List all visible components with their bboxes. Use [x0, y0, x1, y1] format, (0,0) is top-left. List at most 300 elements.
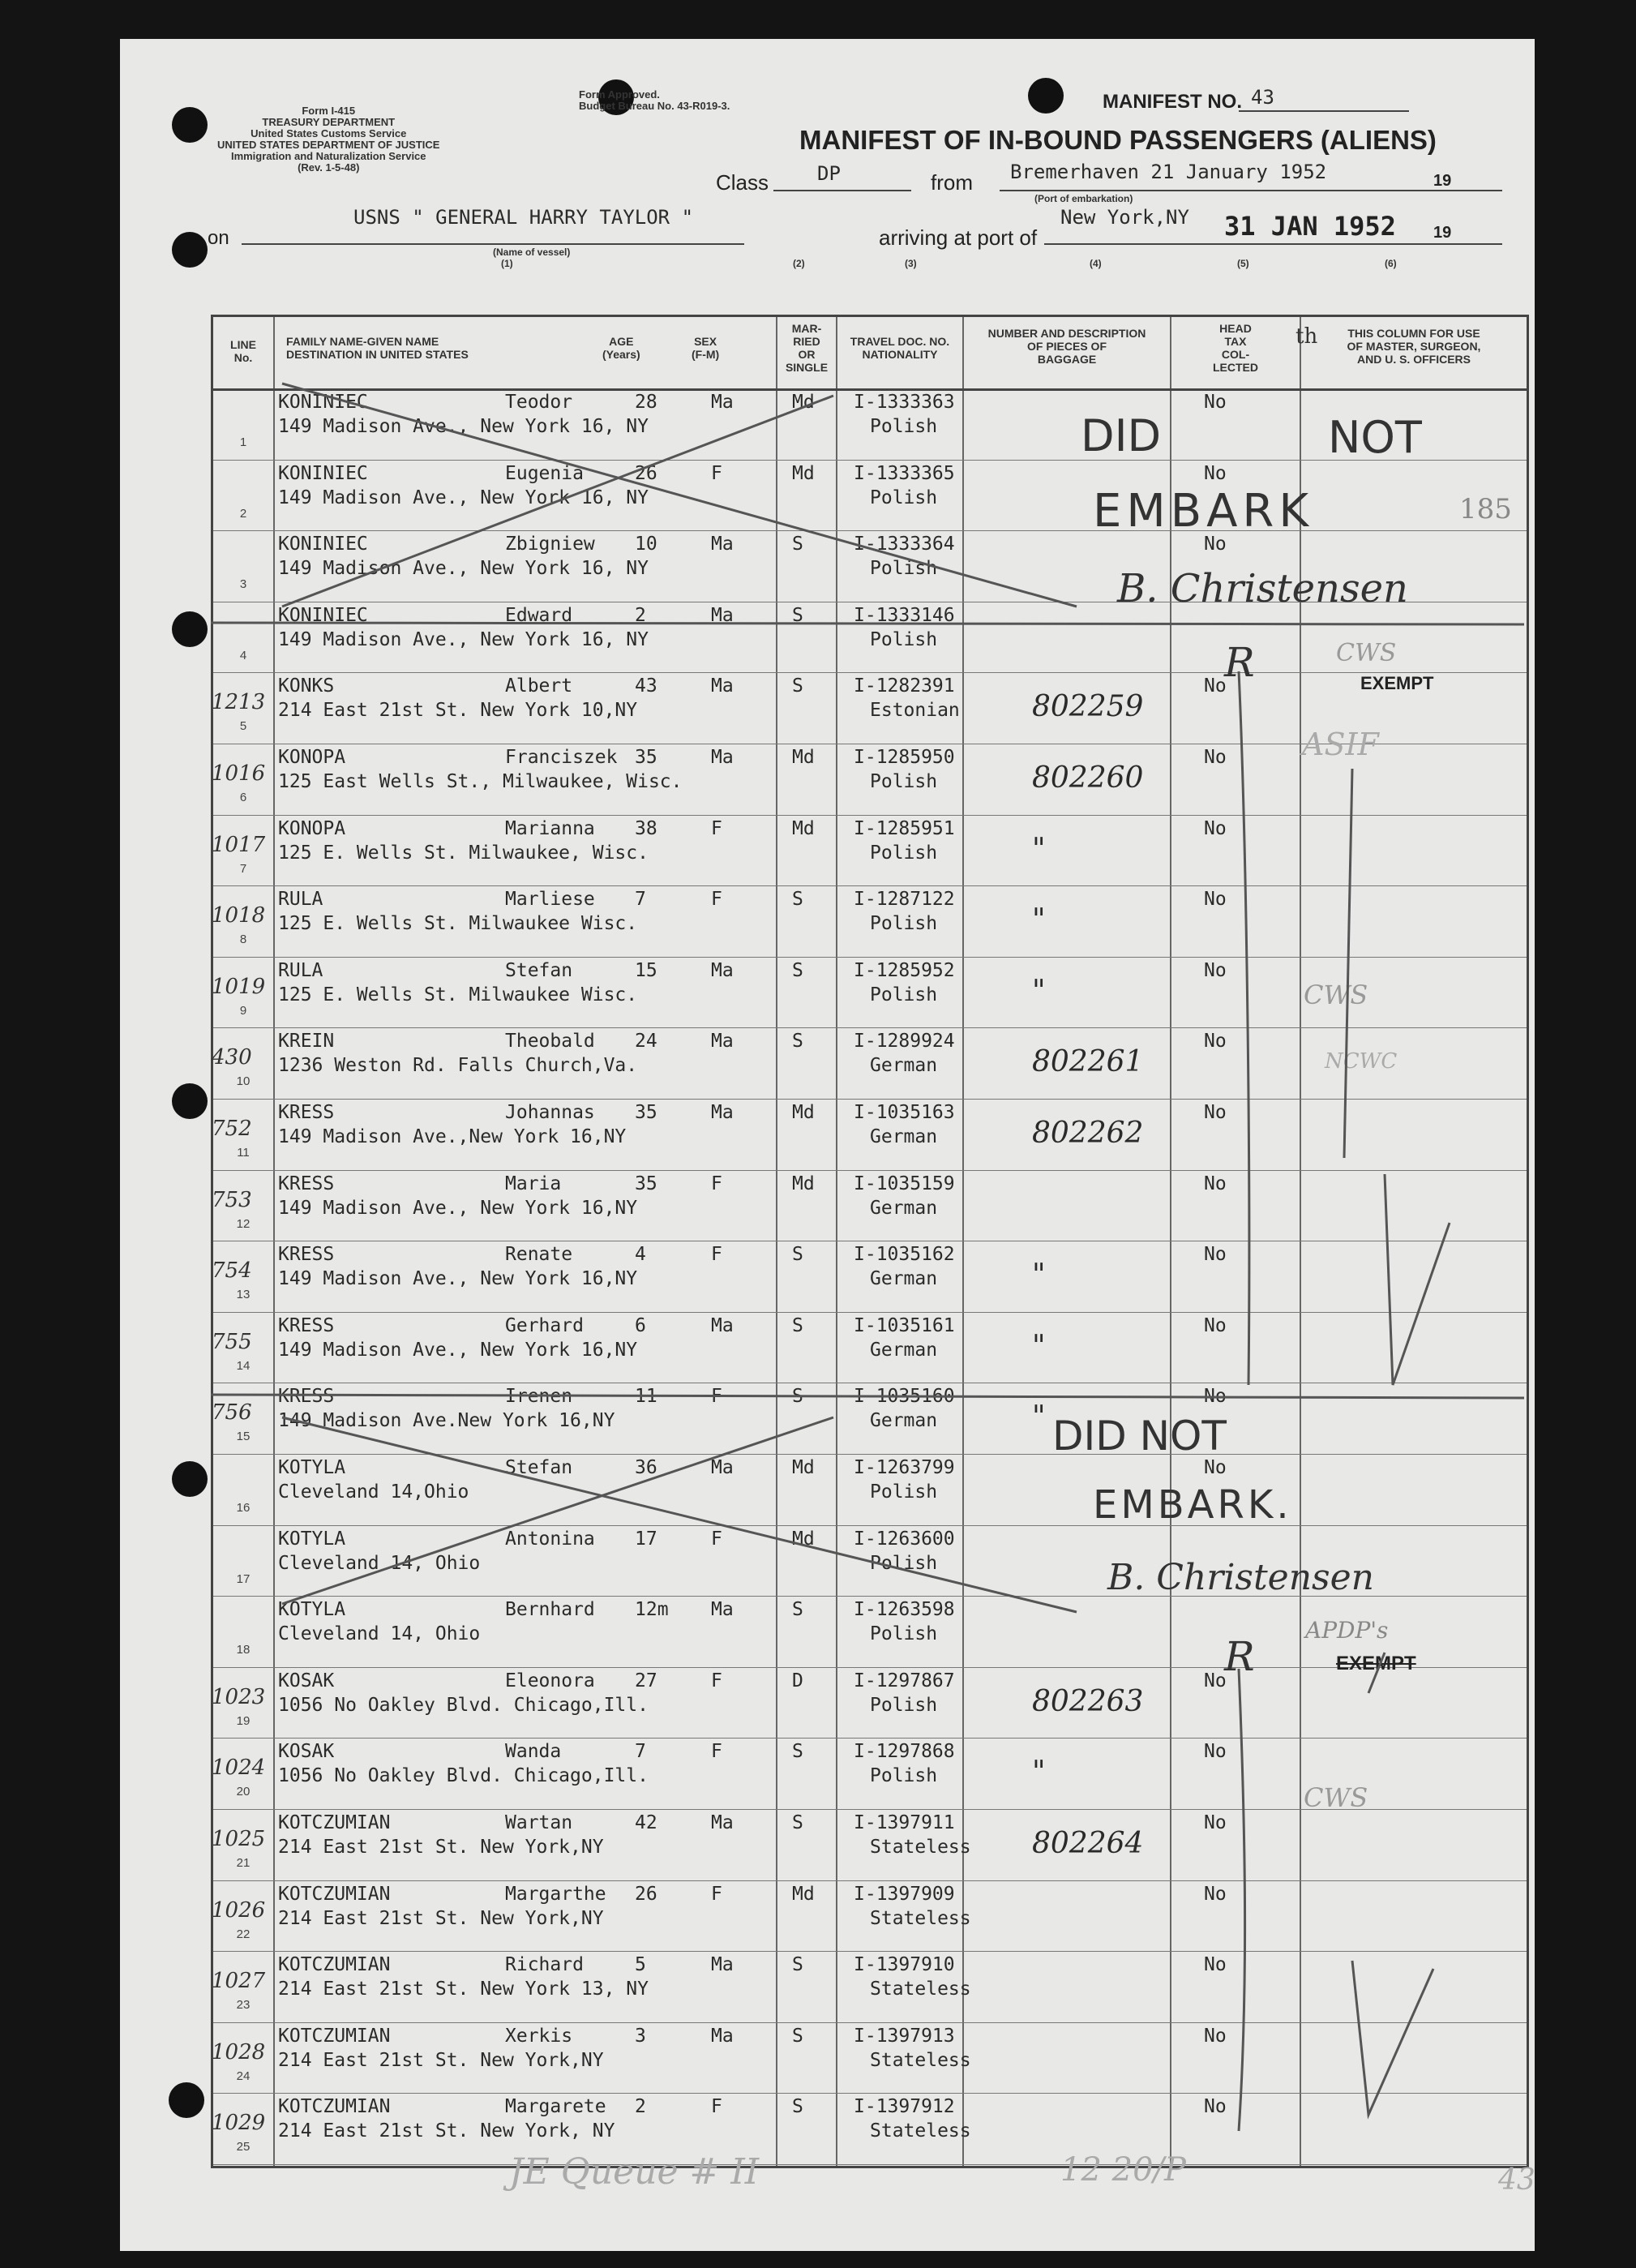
family-name: KONINIEC: [278, 534, 368, 555]
sex: Ma: [711, 1102, 734, 1123]
line-number: 12: [236, 1216, 251, 1231]
nationality: Polish: [870, 1694, 938, 1716]
married-status: S: [792, 889, 803, 911]
destination: 149 Madison Ave., New York 16, NY: [278, 487, 649, 508]
apdp-annotation: APDP's: [1305, 1617, 1389, 1644]
age: 2: [635, 604, 646, 626]
nationality: German: [870, 1410, 938, 1432]
given-name: Bernhard: [505, 1599, 595, 1621]
age: 42: [635, 1812, 657, 1833]
col-number: (2): [793, 258, 805, 269]
line-number: 19: [236, 1713, 251, 1728]
travel-doc-no: I-1397910: [854, 1954, 955, 1976]
family-name: KONINIEC: [278, 604, 368, 626]
sex: Ma: [711, 2025, 734, 2047]
travel-doc-no: I-1282391: [854, 675, 955, 697]
given-name: Theobald: [505, 1031, 595, 1053]
strike-line: [282, 384, 1077, 607]
family-name: RULA: [278, 889, 323, 911]
age: 10: [635, 534, 657, 555]
married-status: S: [792, 604, 803, 626]
destination: 125 E. Wells St. Milwaukee Wisc.: [278, 984, 638, 1005]
head-tax: No: [1204, 1314, 1227, 1336]
sex: F: [711, 2096, 722, 2118]
given-name: Johannas: [505, 1102, 595, 1123]
head-tax: No: [1204, 2025, 1227, 2047]
destination: 1056 No Oakley Blvd. Chicago,Ill.: [278, 1694, 649, 1716]
given-name: Gerhard: [505, 1314, 584, 1336]
line-reference-number: 753: [212, 1187, 252, 1212]
travel-doc-no: I-1035162: [854, 1244, 955, 1266]
given-name: Renate: [505, 1244, 573, 1266]
family-name: KONOPA: [278, 817, 346, 839]
tick-stroke: [1352, 1961, 1433, 2115]
sex: Ma: [711, 1954, 734, 1976]
destination: Cleveland 14, Ohio: [278, 1552, 481, 1574]
cws-annotation: CWS: [1304, 1782, 1368, 1813]
destination: 214 East 21st St. New York,NY: [278, 1837, 604, 1858]
baggage-no: 802259: [1032, 690, 1144, 724]
sex: F: [711, 1173, 722, 1194]
line-number: 14: [236, 1358, 251, 1373]
line-number: 21: [236, 1856, 251, 1870]
col-number: (1): [501, 258, 513, 269]
nationality: Polish: [870, 628, 938, 650]
col-header-name: FAMILY NAME-GIVEN NAME DESTINATION IN UNITED STATES: [286, 335, 469, 361]
strike-line: [282, 1417, 833, 1604]
head-tax: No: [1204, 1244, 1227, 1266]
from-value: Bremerhaven 21 January 1952: [1010, 161, 1327, 183]
nationality: Polish: [870, 1552, 938, 1574]
age: 35: [635, 1173, 657, 1194]
tick-stroke: [1385, 1174, 1450, 1385]
from-label: from: [931, 170, 973, 195]
age: 12m: [635, 1599, 669, 1621]
married-status: S: [792, 1314, 803, 1336]
head-tax: No: [1204, 462, 1227, 484]
line-reference-number: 1029: [212, 2111, 266, 2136]
head-tax: No: [1204, 1102, 1227, 1123]
line-number: 1: [239, 435, 247, 449]
line-reference-number: 1027: [212, 1969, 266, 1994]
given-name: Richard: [505, 1954, 584, 1976]
given-name: Stefan: [505, 1457, 573, 1478]
line-reference-number: 1023: [212, 1684, 266, 1709]
travel-doc-no: I-1263598: [854, 1599, 955, 1621]
travel-doc-no: I-1333365: [854, 462, 955, 484]
vessel-name: USNS " GENERAL HARRY TAYLOR ": [353, 206, 694, 229]
strike-line: [282, 1417, 1077, 1612]
destination: Cleveland 14, Ohio: [278, 1623, 481, 1645]
given-name: Wartan: [505, 1812, 573, 1833]
line-number: 20: [236, 1785, 251, 1799]
age: 26: [635, 1883, 657, 1905]
col-header-headtax: HEAD TAX COL- LECTED: [1213, 322, 1258, 374]
line-reference-number: 754: [212, 1258, 252, 1284]
age: 24: [635, 1031, 657, 1053]
sex: Ma: [711, 1457, 734, 1478]
married-status: S: [792, 1244, 803, 1266]
line-reference-number: 1016: [212, 761, 266, 786]
travel-doc-no: I-1397912: [854, 2096, 955, 2118]
travel-doc-no: I-1397909: [854, 1883, 955, 1905]
given-name: Margarete: [505, 2096, 606, 2118]
family-name: KOSAK: [278, 1741, 335, 1763]
nationality: Polish: [870, 771, 938, 792]
travel-doc-no: I-1285952: [854, 959, 955, 981]
travel-doc-no: I-1035161: [854, 1314, 955, 1336]
line-number: 2: [239, 506, 247, 521]
destination: 125 E. Wells St. Milwaukee Wisc.: [278, 913, 638, 935]
family-name: KONOPA: [278, 747, 346, 768]
cws-annotation: CWS: [1304, 980, 1368, 1010]
married-status: S: [792, 2096, 803, 2118]
age: 11: [635, 1386, 657, 1408]
married-status: S: [792, 1741, 803, 1763]
given-name: Stefan: [505, 959, 573, 981]
destination: 214 East 21st St. New York, NY: [278, 2120, 615, 2142]
sex: F: [711, 462, 722, 484]
travel-doc-no: I-1263799: [854, 1457, 955, 1478]
family-name: KRESS: [278, 1244, 335, 1266]
destination: 149 Madison Ave.New York 16,NY: [278, 1410, 615, 1432]
signature: B. Christensen: [1107, 1557, 1375, 1598]
age: 27: [635, 1670, 657, 1691]
arriving-port: New York,NY: [1060, 206, 1189, 229]
did-not-annotation: DID: [1081, 410, 1162, 461]
given-name: Eleonora: [505, 1670, 595, 1691]
destination: 1056 No Oakley Blvd. Chicago,Ill.: [278, 1765, 649, 1787]
sex: F: [711, 1244, 722, 1266]
married-status: S: [792, 1599, 803, 1621]
destination: 149 Madison Ave., New York 16,NY: [278, 1339, 638, 1361]
manifest-no: 43: [1251, 86, 1274, 109]
nationality: Polish: [870, 1623, 938, 1645]
col-number: (6): [1385, 258, 1397, 269]
destination: 214 East 21st St. New York 10,NY: [278, 700, 638, 722]
baggage-no: ": [1032, 1756, 1046, 1790]
col-header-officers: THIS COLUMN FOR USE OF MASTER, SURGEON, AND U. S. OFFICERS: [1347, 327, 1481, 366]
strike-line: [211, 623, 1524, 624]
married-status: S: [792, 1386, 803, 1408]
head-tax: No: [1204, 747, 1227, 768]
pen-strokes: [120, 39, 1535, 2251]
nationality: German: [870, 1126, 938, 1147]
line-number: 6: [239, 791, 247, 804]
travel-doc-no: I-1333146: [854, 604, 955, 626]
head-tax: No: [1204, 959, 1227, 981]
head-tax: No: [1204, 1173, 1227, 1194]
line-number: 16: [236, 1501, 251, 1515]
nationality: Polish: [870, 1765, 938, 1787]
destination: 214 East 21st St. New York,NY: [278, 1907, 604, 1929]
travel-doc-no: I-1035160: [854, 1386, 955, 1408]
col-number: (5): [1237, 258, 1249, 269]
line-reference-number: 756: [212, 1400, 252, 1426]
ncwc-annotation: NCWC: [1325, 1049, 1398, 1074]
married-status: S: [792, 1954, 803, 1976]
given-name: Edward: [505, 604, 573, 626]
family-name: KOTYLA: [278, 1457, 346, 1478]
destination: 214 East 21st St. New York 13, NY: [278, 1979, 649, 2000]
family-name: KOTCZUMIAN: [278, 2096, 391, 2118]
family-name: KRESS: [278, 1386, 335, 1408]
nationality: Stateless: [870, 2049, 971, 2071]
destination: 214 East 21st St. New York,NY: [278, 2049, 604, 2071]
married-status: S: [792, 959, 803, 981]
line-number: 23: [236, 1998, 251, 2013]
sex: F: [711, 889, 722, 911]
head-tax: No: [1204, 889, 1227, 911]
asif-annotation: ASIF: [1302, 727, 1379, 762]
age: 3: [635, 2025, 646, 2047]
embark-annotation: EMBARK: [1093, 485, 1314, 538]
travel-doc-no: I-1397913: [854, 2025, 955, 2047]
family-name: KOTYLA: [278, 1528, 346, 1550]
sex: Ma: [711, 392, 734, 413]
line-number: 25: [236, 2140, 251, 2154]
married-status: S: [792, 1031, 803, 1053]
line-reference-number: 1025: [212, 1827, 266, 1851]
head-tax: No: [1204, 1031, 1227, 1053]
family-name: KREIN: [278, 1031, 335, 1053]
line-number: 3: [239, 577, 247, 592]
family-name: KONINIEC: [278, 392, 368, 413]
th-mark: th: [1296, 324, 1318, 349]
age: 28: [635, 392, 657, 413]
destination: 149 Madison Ave., New York 16,NY: [278, 1268, 638, 1290]
married-status: S: [792, 534, 803, 555]
tick-stroke: [1368, 1653, 1385, 1693]
head-tax: No: [1204, 675, 1227, 697]
sex: F: [711, 1528, 722, 1550]
line-number: 22: [236, 1927, 251, 1941]
tick-stroke: [1239, 671, 1249, 1385]
bottom-fraction: 12 20/P: [1060, 2151, 1186, 2189]
col-header-line: LINE No.: [230, 338, 256, 364]
from-year: 19: [1433, 172, 1452, 190]
age: 5: [635, 1954, 646, 1976]
did-not-annotation: DID NOT: [1052, 1413, 1227, 1460]
baggage-no: ": [1032, 903, 1046, 937]
baggage-no: 802260: [1032, 761, 1144, 795]
family-name: KRESS: [278, 1102, 335, 1123]
travel-doc-no: I-1397911: [854, 1812, 955, 1833]
head-tax: No: [1204, 1883, 1227, 1905]
exempt-stamp: EXEMPT: [1360, 673, 1434, 693]
given-name: Maria: [505, 1173, 562, 1194]
sex: F: [711, 1741, 722, 1763]
family-name: KOTCZUMIAN: [278, 1954, 391, 1976]
line-reference-number: 755: [212, 1329, 252, 1354]
given-name: Xerkis: [505, 2025, 573, 2047]
sex: Ma: [711, 534, 734, 555]
nationality: Polish: [870, 984, 938, 1005]
married-status: Md: [792, 1173, 815, 1194]
married-status: Md: [792, 747, 815, 768]
col-header-married: MAR- RIED OR SINGLE: [785, 322, 829, 374]
nationality: Polish: [870, 1481, 938, 1503]
manifest-sheet: [120, 39, 1535, 2251]
sex: Ma: [711, 604, 734, 626]
manifest-title: MANIFEST OF IN-BOUND PASSENGERS (ALIENS): [799, 125, 1437, 155]
exempt-stamp: EXEMPT: [1336, 1653, 1416, 1674]
family-name: KOTCZUMIAN: [278, 1812, 391, 1833]
baggage-no: 802262: [1032, 1117, 1144, 1150]
baggage-no: ": [1032, 1329, 1046, 1363]
married-status: Md: [792, 1883, 815, 1905]
travel-doc-no: I-1297868: [854, 1741, 955, 1763]
sex: Ma: [711, 1314, 734, 1336]
family-name: KRESS: [278, 1314, 335, 1336]
given-name: Wanda: [505, 1741, 562, 1763]
form-block-left: Form I-415 TREASURY DEPARTMENT United States Customs Service UNITED STATES DEPARTMENT OF JUSTICE Immigration and Naturalization Service (Rev. 1-5-48): [217, 105, 440, 174]
family-name: KOTCZUMIAN: [278, 2025, 391, 2047]
class-value: DP: [817, 162, 841, 185]
nationality: German: [870, 1268, 938, 1290]
head-tax: No: [1204, 534, 1227, 555]
line-number: 7: [239, 861, 247, 876]
nationality: Polish: [870, 842, 938, 864]
age: 2: [635, 2096, 646, 2118]
head-tax: No: [1204, 392, 1227, 413]
age: 35: [635, 1102, 657, 1123]
baggage-no: ": [1032, 1258, 1046, 1293]
destination: 149 Madison Ave.,New York 16,NY: [278, 1126, 627, 1147]
sex: F: [711, 1386, 722, 1408]
manifest-no-label: MANIFEST NO.: [1103, 91, 1242, 113]
sex: F: [711, 817, 722, 839]
family-name: KRESS: [278, 1173, 335, 1194]
married-status: Md: [792, 1528, 815, 1550]
col-header-age: AGE (Years): [602, 335, 640, 361]
destination: 149 Madison Ave., New York 16, NY: [278, 558, 649, 580]
head-tax: No: [1204, 2096, 1227, 2118]
r-check-mark: R: [1224, 1633, 1255, 1680]
destination: 125 E. Wells St. Milwaukee, Wisc.: [278, 842, 649, 864]
sex: Ma: [711, 747, 734, 768]
strike-line: [211, 1395, 1524, 1398]
age: 17: [635, 1528, 657, 1550]
travel-doc-no: I-1285951: [854, 817, 955, 839]
nationality: Stateless: [870, 1907, 971, 1929]
age: 6: [635, 1314, 646, 1336]
embark-annotation: EMBARK.: [1093, 1482, 1292, 1528]
col-number: (3): [905, 258, 917, 269]
stamp-185: 185: [1459, 493, 1512, 525]
line-reference-number: 1017: [212, 832, 266, 857]
head-tax: No: [1204, 1457, 1227, 1478]
nationality: Stateless: [870, 1837, 971, 1858]
line-number: 8: [239, 932, 247, 947]
given-name: Teodor: [505, 392, 573, 413]
travel-doc-no: I-1035163: [854, 1102, 955, 1123]
destination: 149 Madison Ave., New York 16,NY: [278, 1197, 638, 1219]
line-reference-number: 1018: [212, 903, 266, 928]
line-reference-number: 1213: [212, 690, 266, 715]
travel-doc-no: I-1333363: [854, 392, 955, 413]
line-reference-number: 752: [212, 1117, 252, 1141]
given-name: Antonina: [505, 1528, 595, 1550]
family-name: KOTCZUMIAN: [278, 1883, 391, 1905]
sex: Ma: [711, 1031, 734, 1053]
nationality: Polish: [870, 558, 938, 580]
travel-doc-no: I-1287122: [854, 889, 955, 911]
nationality: Polish: [870, 487, 938, 508]
line-number: 13: [236, 1288, 251, 1302]
age: 43: [635, 675, 657, 697]
travel-doc-no: I-1289924: [854, 1031, 955, 1053]
signature: B. Christensen: [1117, 566, 1408, 611]
tick-stroke: [1344, 769, 1352, 1158]
married-status: Md: [792, 462, 815, 484]
line-number: 11: [237, 1146, 250, 1160]
destination: 149 Madison Ave., New York 16, NY: [278, 416, 649, 437]
cws-annotation: CWS: [1336, 639, 1397, 667]
arrival-date-stamp: 31 JAN 1952: [1224, 211, 1396, 242]
travel-doc-no: I-1333364: [854, 534, 955, 555]
strike-line: [282, 396, 833, 607]
age: 4: [635, 1244, 646, 1266]
line-number: 18: [236, 1643, 251, 1657]
baggage-no: ": [1032, 832, 1046, 866]
line-reference-number: 430: [212, 1045, 252, 1070]
age: 7: [635, 1741, 646, 1763]
col-header-sex: SEX (F-M): [692, 335, 720, 361]
destination: Cleveland 14,Ohio: [278, 1481, 469, 1503]
nationality: German: [870, 1339, 938, 1361]
line-number: 5: [239, 719, 247, 734]
line-number: 17: [236, 1571, 251, 1586]
family-name: KONKS: [278, 675, 335, 697]
destination: 125 East Wells St., Milwaukee, Wisc.: [278, 771, 683, 792]
destination: 1236 Weston Rd. Falls Church,Va.: [278, 1055, 638, 1077]
nationality: German: [870, 1055, 938, 1077]
age: 35: [635, 747, 657, 768]
family-name: RULA: [278, 959, 323, 981]
baggage-no: 802264: [1032, 1827, 1144, 1860]
age: 36: [635, 1457, 657, 1478]
line-number: 9: [239, 1003, 247, 1018]
baggage-no: ": [1032, 1400, 1046, 1434]
head-tax: No: [1204, 1386, 1227, 1408]
given-name: Margarthe: [505, 1883, 606, 1905]
married-status: S: [792, 675, 803, 697]
line-reference-number: 1024: [212, 1756, 266, 1781]
nationality: Polish: [870, 416, 938, 437]
family-name: KOSAK: [278, 1670, 335, 1691]
given-name: Eugenia: [505, 462, 584, 484]
age: 7: [635, 889, 646, 911]
age: 38: [635, 817, 657, 839]
sex: F: [711, 1883, 722, 1905]
baggage-no: 802261: [1032, 1045, 1144, 1079]
head-tax: No: [1204, 817, 1227, 839]
given-name: Franciszek: [505, 747, 618, 768]
did-not-annotation: NOT: [1328, 412, 1422, 463]
married-status: Md: [792, 1102, 815, 1123]
nationality: Stateless: [870, 1979, 971, 2000]
baggage-no: ": [1032, 974, 1046, 1008]
married-status: S: [792, 2025, 803, 2047]
sex: Ma: [711, 1812, 734, 1833]
baggage-no: 802263: [1032, 1684, 1144, 1718]
travel-doc-no: I-1285950: [854, 747, 955, 768]
port-caption: (Port of embarkation): [1034, 193, 1133, 204]
line-reference-number: 1028: [212, 2039, 266, 2064]
form-block-mid: Form Approved. Budget Bureau No. 43-R019-3.: [579, 88, 730, 112]
line-number: 4: [239, 648, 247, 662]
